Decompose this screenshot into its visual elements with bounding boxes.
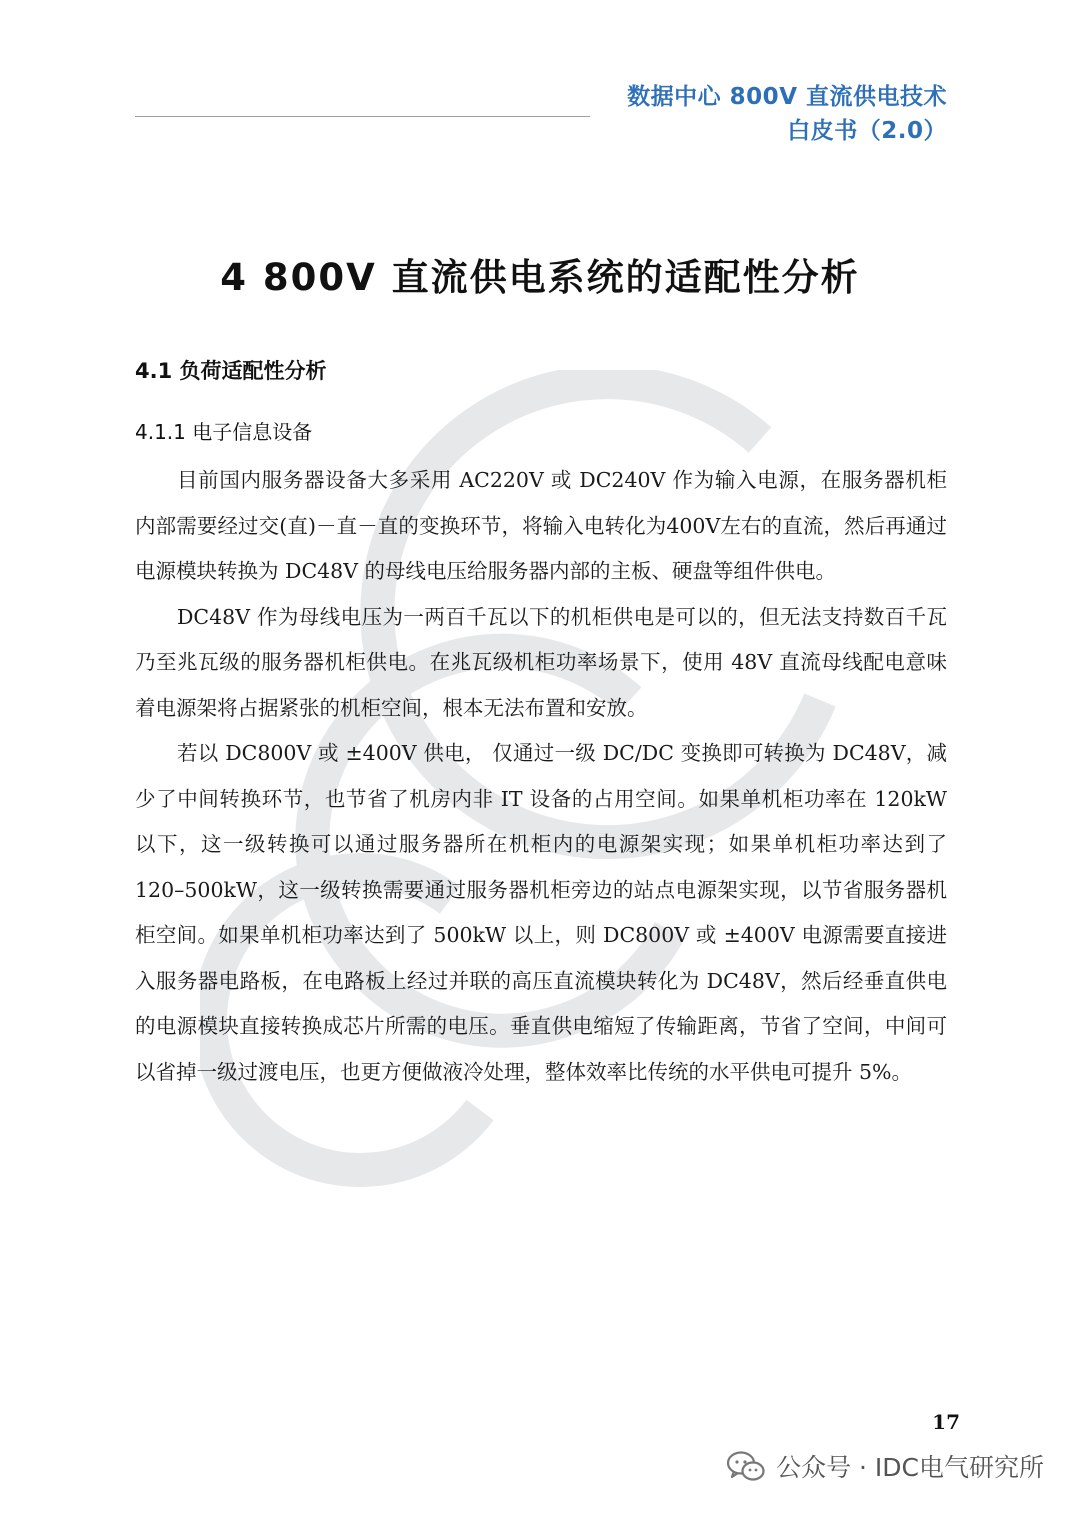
body-text xyxy=(135,458,947,1095)
chapter-title: 4 800V 直流供电系统的适配性分析 xyxy=(220,256,860,299)
header-divider xyxy=(135,116,590,117)
header-title-line2: 白皮书（2.0） xyxy=(787,118,947,144)
footer-brand-label: 公众号 · IDC电气研究所 xyxy=(776,1453,1044,1482)
footer-brand[interactable] xyxy=(726,1448,1044,1484)
page-number: 17 xyxy=(932,1410,960,1434)
paragraph: 若以 DC800V 或 ±400V 供电， 仅通过一级 DC/DC 变换即可转换为 DC48V，减少了中间转换环节，也节省了机房内非 IT 设备的占用空间。如果单机柜功率在 120kW 以下，这一级转换可以通过服务器所在机柜内的电源架实现；如果单机柜功率达到了 120–500kW，这一级转换需要通过服务器机柜旁边的站点电源架实现，以节省服务器机柜空间。如果单机柜功率达到了 500kW 以上，则 DC800V 或 ±400V 电源需要直接进入服务器电路板，在电路板上经过并联的高压直流模块转化为 DC48V，然后经垂直供电的电源模块直接转换成芯片所需的电压。垂直供电缩短了传输距离，节省了空间，中间可以省掉一级过渡电压，也更方便做液冷处理，整体效率比传统的水平供电可提升 5%。 xyxy=(135,741,947,1084)
running-header xyxy=(627,80,947,148)
wechat-icon xyxy=(726,1449,766,1483)
section-title: 4.1 负荷适配性分析 xyxy=(135,359,327,383)
subsection-title: 4.1.1 电子信息设备 xyxy=(135,420,313,444)
paragraph: DC48V 作为母线电压为一两百千瓦以下的机柜供电是可以的，但无法支持数百千瓦乃至兆瓦级的服务器机柜供电。在兆瓦级机柜功率场景下，使用 48V 直流母线配电意味着电源架将占据紧张的机柜空间，根本无法布置和安放。 xyxy=(135,604,947,720)
header-title-line1: 数据中心 800V 直流供电技术 xyxy=(627,84,947,110)
paragraph: 目前国内服务器设备大多采用 AC220V 或 DC240V 作为输入电源，在服务器机柜内部需要经过交(直)－直－直的变换环节，将输入电转化为400V左右的直流，然后再通过电源模块转换为 DC48V 的母线电压给服务器内部的主板、硬盘等组件供电。 xyxy=(135,468,947,583)
